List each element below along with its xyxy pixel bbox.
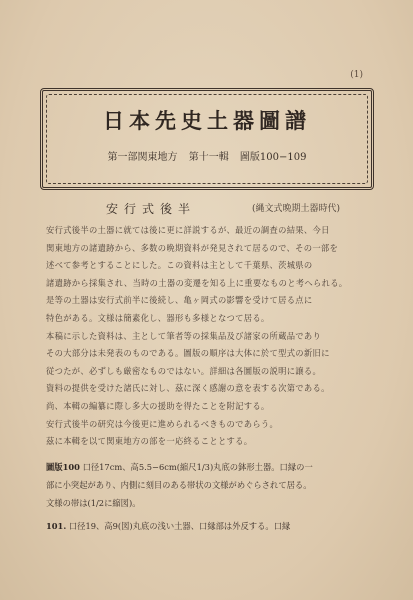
text-line: 述べて参考とすることにした。この資料は主として千葉県、茨城県の — [46, 260, 313, 271]
text-line: 安行式後半の土器に就ては後に更に詳説するが、最近の調査の結果、今日 — [46, 225, 330, 235]
part-label: 第一部関東地方 — [107, 152, 178, 163]
text-line: 諸遺跡から採集され、当時の土器の変遷を知る上に重要なものと考へられる。 — [46, 277, 348, 288]
entry-text: 部に小突起があり、内側に刻目のある帯状の文様がめぐらされて居る。 — [46, 479, 312, 490]
plate-entries — [46, 459, 374, 536]
volume-label: 第十一輯 — [188, 152, 229, 163]
section-title: 安行式後半 — [106, 202, 197, 216]
entry-label: 圖版100 — [46, 462, 80, 472]
text-line: 是等の土器は安行式前半に後続し、亀ヶ岡式の影響を受けて居る点に — [46, 295, 313, 306]
entry-text: 文様の帯は(1/2に縮図)。 — [46, 497, 141, 508]
entry-line — [46, 495, 374, 513]
plates-label: 圖版100−109 — [239, 152, 307, 163]
text-line: 本稿に示した資料は、主として筆者等の採集品及び諸家の所蔵品であり — [46, 330, 322, 341]
title-frame — [40, 88, 374, 190]
text-line: 尚、本輯の編纂に際し多大の援助を得たことを附記する。 — [46, 400, 270, 411]
text-line: その大部分は未発表のものである。圖版の順序は大体に於て型式の新旧に — [46, 348, 330, 359]
entry-text: 口径17cm、高5.5−6cm(縮尺1/3)丸底の鉢形土器。口縁の一 — [82, 462, 313, 472]
section-subtitle: (縄文式晩期土器時代) — [252, 204, 341, 214]
text-line: 特色がある。文様は簡素化し、器形も多様となつて居る。 — [46, 312, 270, 323]
entry-label: 101. — [46, 521, 67, 532]
series-info — [43, 148, 371, 163]
text-line: 従つたが、必ずしも厳密なものではない。詳細は各圖版の説明に譲る。 — [46, 365, 322, 376]
body-text — [46, 222, 374, 451]
entry-line — [46, 477, 374, 495]
text-line: 関東地方の諸遺跡から、多数の晩期資料が発見されて居るので、その一部を — [46, 242, 339, 253]
text-line: 茲に本輯を以て関東地方の部を一応終ることとする。 — [46, 436, 253, 447]
page-number: (1) — [350, 70, 363, 80]
page-title: 日本先史土器圖譜 — [103, 108, 311, 133]
entry-text: 口径19、高9(図)丸底の浅い土器、口縁部は外反する。口縁 — [68, 521, 291, 532]
entry-line — [46, 518, 374, 536]
text-line: 資料の提供を受けた諸氏に対し、茲に深く感謝の意を表する次第である。 — [46, 383, 330, 394]
entry-line — [46, 459, 374, 477]
text-line: 安行式後半の研究は今後更に進められるべきものであらう。 — [46, 418, 279, 429]
